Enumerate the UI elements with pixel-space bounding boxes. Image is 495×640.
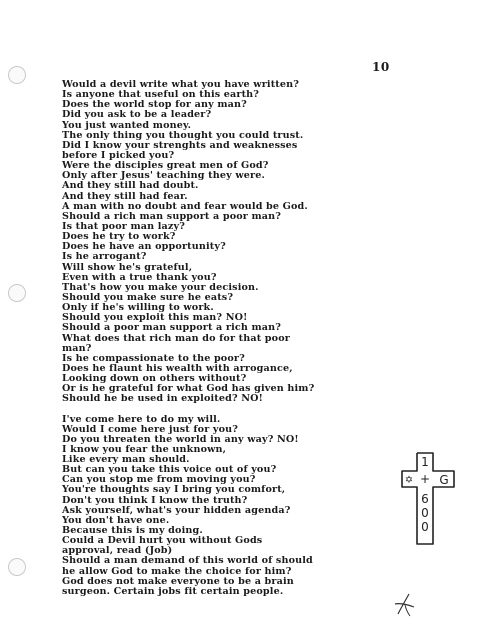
- text-line: approval, read (Job): [62, 545, 173, 557]
- cross-lower-text-2: 0: [421, 506, 429, 520]
- cross-icon: [400, 451, 458, 547]
- text-line: Do you threaten the world in any way? NO!: [62, 433, 299, 445]
- stanza: [62, 415, 402, 598]
- text-line: Ask yourself, what's your hidden agenda?: [62, 504, 291, 516]
- text-line: A man with no doubt and fear would be God.: [62, 200, 308, 212]
- stanza-break: [62, 405, 402, 415]
- text-line: Should a man demand of this world of should: [62, 555, 313, 567]
- text-line: Should a poor man support a rich man?: [62, 322, 282, 334]
- cross-lower-text-1: 6: [421, 492, 429, 506]
- text-line: The only thing you thought you could trust.: [62, 129, 304, 141]
- text-line: before I picked you?: [62, 149, 175, 161]
- text-line: God does not make everyone to be a brain: [62, 575, 294, 587]
- signature-mark-icon: [392, 592, 418, 618]
- star-of-david-icon: ✡: [404, 475, 414, 486]
- cross-right-text: G: [439, 473, 449, 487]
- text-line: But can you take this voice out of you?: [62, 464, 277, 476]
- text-line: You're thoughts say I bring you comfort,: [62, 484, 286, 496]
- cross-center-text: +: [419, 472, 431, 486]
- text-line: he allow God to make the choice for him?: [62, 565, 292, 577]
- text-line: Is he compassionate to the poor?: [62, 352, 245, 364]
- text-line: Should you exploit this man? NO!: [62, 312, 248, 324]
- cross-top-text: 1: [421, 455, 429, 469]
- punch-hole-icon: [8, 284, 26, 302]
- text-line: What does that rich man do for that poor: [62, 332, 290, 344]
- text-line: And they still had fear.: [62, 190, 188, 202]
- page-number: 10: [372, 60, 390, 74]
- punch-hole-icon: [8, 66, 26, 84]
- text-line: Would I come here just for you?: [62, 423, 239, 435]
- text-line: Did I know your strenghts and weaknesses: [62, 139, 298, 151]
- text-line: Would a devil write what you have written?: [62, 79, 300, 90]
- text-line: Does the world stop for any man?: [62, 99, 247, 111]
- text-line: Can you stop me from moving you?: [62, 474, 256, 486]
- text-line: Even with a true thank you?: [62, 271, 217, 283]
- punch-hole-icon: [8, 558, 26, 576]
- text-line: Is anyone that useful on this earth?: [62, 89, 260, 101]
- text-line: Only after Jesus' teaching they were.: [62, 170, 265, 182]
- text-line: Could a Devil hurt you without Gods: [62, 535, 263, 547]
- text-line: Does he try to work?: [62, 231, 176, 243]
- text-line: I've come here to do my will.: [62, 413, 221, 425]
- text-line: Did you ask to be a leader?: [62, 109, 212, 121]
- text-line: Should you make sure he eats?: [62, 291, 234, 303]
- text-line: Does he have an opportunity?: [62, 241, 226, 253]
- text-line: That's how you make your decision.: [62, 281, 259, 293]
- poem-text: [62, 80, 402, 597]
- text-line: Because this is my doing.: [62, 525, 203, 537]
- text-line: Were the disciples great men of God?: [62, 160, 269, 172]
- text-line: Is he arrogant?: [62, 251, 147, 263]
- text-line: Is that poor man lazy?: [62, 220, 186, 232]
- text-line: Looking down on others without?: [62, 373, 247, 385]
- text-line: Like every man should.: [62, 454, 190, 466]
- text-line: surgeon. Certain jobs fit certain people.: [62, 585, 284, 597]
- text-line: Should a rich man support a poor man?: [62, 210, 282, 222]
- text-line: I know you fear the unknown,: [62, 443, 227, 455]
- text-line: Will show he's grateful,: [62, 261, 193, 273]
- text-line: You just wanted money.: [62, 119, 192, 131]
- text-line: Should he be used in exploited? NO!: [62, 393, 264, 405]
- stanza: [62, 80, 402, 405]
- text-line: Only if he's willing to work.: [62, 302, 214, 314]
- text-line: And they still had doubt.: [62, 180, 199, 192]
- cross-lower-text-3: 0: [421, 520, 429, 534]
- text-line: Don't you think I know the truth?: [62, 494, 248, 506]
- text-line: You don't have one.: [62, 514, 170, 526]
- text-line: Or is he grateful for what God has given him?: [62, 383, 315, 395]
- text-line: man?: [62, 342, 92, 354]
- text-line: Does he flaunt his wealth with arrogance,: [62, 362, 293, 374]
